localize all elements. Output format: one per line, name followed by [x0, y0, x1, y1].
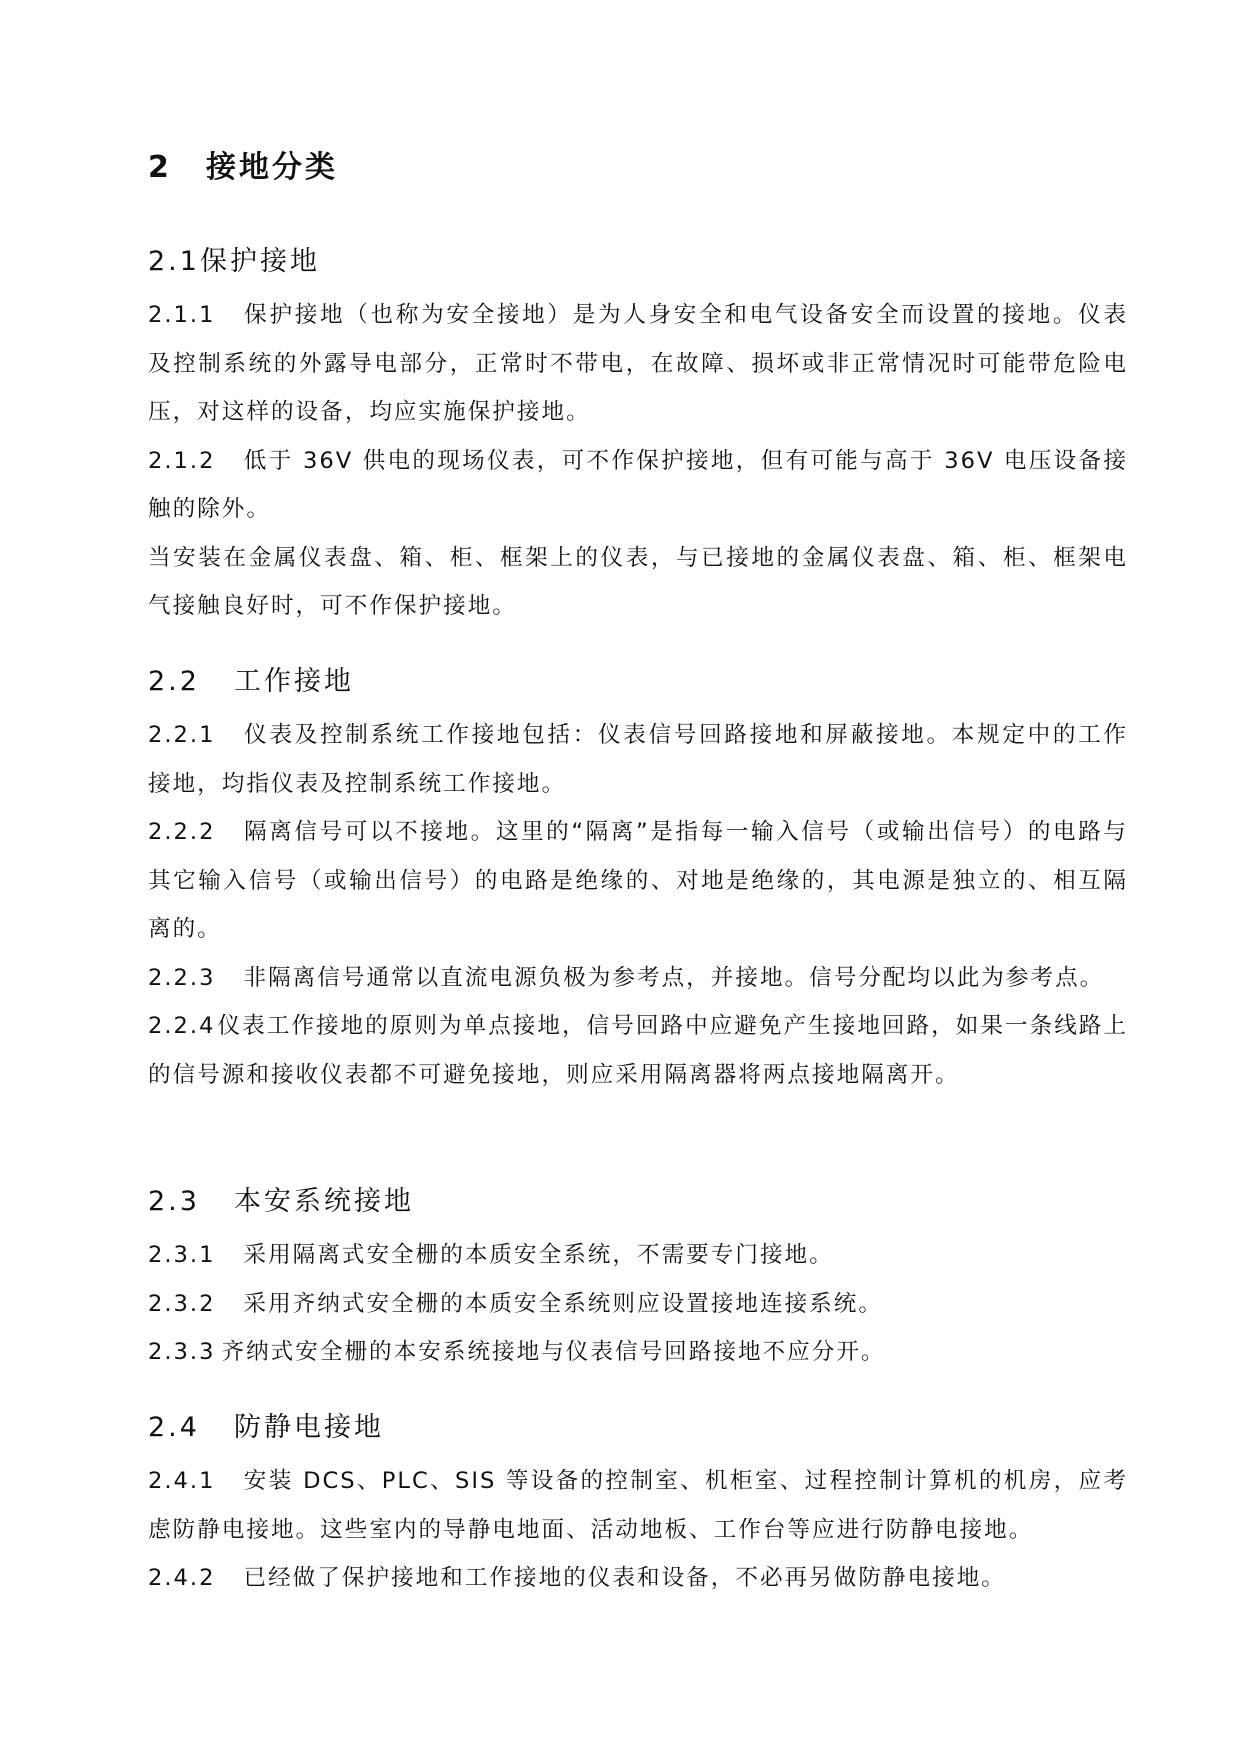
paragraph [148, 1554, 1128, 1603]
paragraph [148, 954, 1128, 1003]
paragraph-number: 2.4.1 [148, 1468, 216, 1494]
paragraph-text: 齐纳式安全栅的本安系统接地与仪表信号回路接地不应分开。 [221, 1339, 886, 1365]
section-number: 2.3 [148, 1186, 200, 1217]
paragraph-text: 采用隔离式安全栅的本质安全系统，不需要专门接地。 [243, 1242, 834, 1268]
paragraph-text: 当安装在金属仪表盘、箱、柜、框架上的仪表，与已接地的金属仪表盘、箱、柜、框架电气接触良好时，可不作保护接地。 [148, 544, 1128, 619]
paragraph-number: 2.2.1 [148, 722, 216, 748]
paragraph [148, 1002, 1128, 1099]
paragraph-text: 非隔离信号通常以直流电源负极为参考点，并接地。信号分配均以此为参考点。 [243, 964, 1105, 991]
section-2-3 [148, 1182, 1128, 1377]
paragraph [148, 1280, 1128, 1329]
paragraph-number: 2.3.1 [148, 1242, 216, 1268]
paragraph-text: 隔离信号可以不接地。这里的“隔离”是指每一输入信号（或输出信号）的电路与其它输入信号（或输出信号）的电路是绝缘的、对地是绝缘的，其电源是独立的、相互隔离的。 [148, 819, 1128, 942]
section-heading [148, 1408, 1128, 1448]
section-title: 防静电接地 [233, 1412, 384, 1443]
paragraph [148, 1457, 1128, 1554]
chapter-title: 接地分类 [206, 150, 338, 185]
paragraph-text: 仪表及控制系统工作接地包括：仪表信号回路接地和屏蔽接地。本规定中的工作接地，均指仪表及控制系统工作接地。 [148, 722, 1128, 797]
section-2-1 [148, 242, 1128, 631]
paragraph-number: 2.3.3 [148, 1339, 216, 1365]
section-number: 2.2 [148, 666, 200, 697]
paragraph-number: 2.4.2 [148, 1565, 216, 1591]
paragraph-number: 2.2.2 [148, 819, 216, 845]
paragraph-number: 2.2.4 [148, 1013, 216, 1039]
paragraph-number: 2.3.2 [148, 1290, 216, 1317]
paragraph-text: 仪表工作接地的原则为单点接地，信号回路中应避免产生接地回路，如果一条线路上的信号源和接收仪表都不可避免接地，则应采用隔离器将两点接地隔离开。 [148, 1013, 1128, 1088]
paragraph-number: 2.2.3 [148, 964, 216, 991]
paragraph-text: 采用齐纳式安全栅的本质安全系统则应设置接地连接系统。 [243, 1290, 883, 1317]
paragraph-text: 已经做了保护接地和工作接地的仪表和设备，不必再另做防静电接地。 [243, 1565, 1006, 1591]
section-title: 保护接地 [199, 246, 320, 277]
section-2-2 [148, 662, 1128, 1099]
section-heading [148, 1182, 1128, 1222]
section-title: 工作接地 [233, 666, 354, 697]
paragraph-text: 低于 36V 供电的现场仪表，可不作保护接地，但有可能与高于 36V 电压设备接触的除外。 [148, 447, 1128, 522]
paragraph [148, 534, 1128, 631]
paragraph-text: 保护接地（也称为安全接地）是为人身安全和电气设备安全而设置的接地。仪表及控制系统的外露导电部分，正常时不带电，在故障、损坏或非正常情况时可能带危险电压，对这样的设备，均应实施保护接地。 [148, 302, 1128, 425]
paragraph-number: 2.1.2 [148, 447, 216, 474]
section-number: 2.4 [148, 1412, 200, 1443]
paragraph [148, 1328, 1128, 1377]
section-heading [148, 242, 1128, 282]
section-number: 2.1 [148, 246, 200, 277]
paragraph [148, 1231, 1128, 1280]
paragraph [148, 711, 1128, 808]
paragraph-text: 安装 DCS、PLC、SIS 等设备的控制室、机柜室、过程控制计算机的机房，应考虑防静电接地。这些室内的导静电地面、活动地板、工作台等应进行防静电接地。 [148, 1468, 1128, 1543]
chapter-number: 2 [148, 150, 172, 185]
paragraph [148, 291, 1128, 437]
chapter-heading [148, 146, 338, 190]
section-heading [148, 662, 1128, 702]
paragraph [148, 437, 1128, 534]
section-2-4 [148, 1408, 1128, 1603]
paragraph-number: 2.1.1 [148, 302, 216, 328]
section-title: 本安系统接地 [233, 1186, 414, 1217]
paragraph [148, 808, 1128, 954]
